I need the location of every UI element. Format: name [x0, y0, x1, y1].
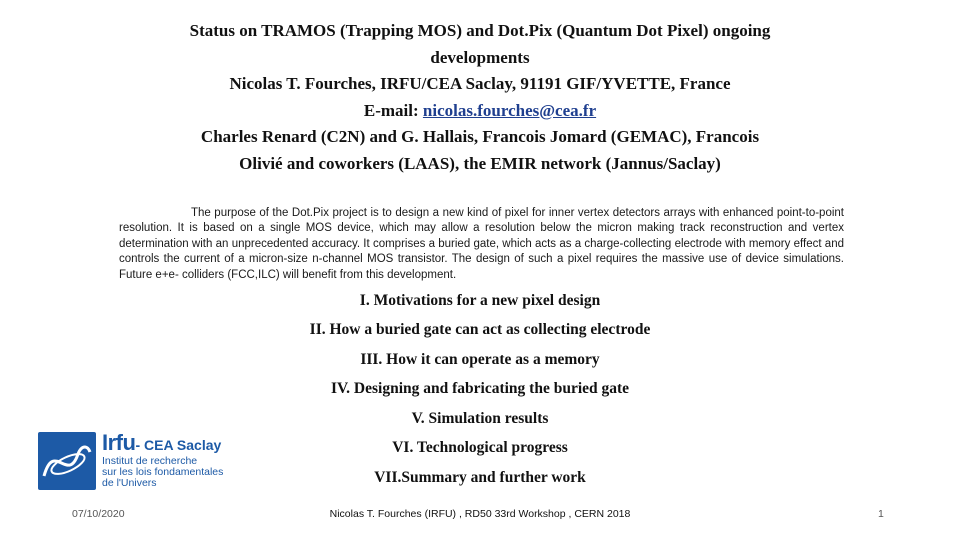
title-line-1: Status on TRAMOS (Trapping MOS) and Dot.Pix (Quantum Dot Pixel) ongoing: [189, 21, 771, 40]
title-line-2: developments: [430, 47, 530, 67]
abstract-text: The purpose of the Dot.Pix project is to design a new kind of pixel for inner vertex detectors arrays with enhanced point-to-point resolution. It is based on a single MOS device, which may allow a resolution below the micron making track reconstruction and vertex determination with an unprecedented accuracy. It comprises a buried gate, which acts as a charge-collecting electrode with memory effect and controls the current of a micron-size n-channel MOS transistor. The design of such a pixel requires the massive use of device simulations. Future e+e- colliders (FCC,ILC) will benefit from this development.: [119, 207, 844, 281]
logo-tagline: [102, 456, 223, 489]
outline-item: IV. Designing and fabricating the buried gate: [330, 380, 630, 397]
outline-item: III. How it can operate as a memory: [360, 351, 600, 368]
email-label: E-mail:: [363, 100, 423, 120]
outline-item: II. How a buried gate can act as collecting electrode: [309, 321, 651, 338]
author-line: Nicolas T. Fourches, IRFU/CEA Saclay, 91191 GIF/YVETTE, France: [229, 74, 731, 93]
logo-tagline-line: sur les lois fondamentales: [102, 466, 224, 478]
slide-title: [110, 18, 850, 177]
outline-item: VI. Technological progress: [392, 439, 568, 456]
logo-name: Irfu: [102, 430, 136, 455]
abstract-paragraph: [119, 206, 844, 283]
irfu-logo-mark-icon: [38, 432, 96, 490]
footer-date: 07/10/2020: [72, 508, 125, 520]
outline-item: I. Motivations for a new pixel design: [359, 292, 601, 309]
email-line: [110, 98, 850, 125]
coauthors-line-1: Charles Renard (C2N) and G. Hallais, Francois Jomard (GEMAC), Francois: [200, 127, 760, 146]
irfu-logo: [38, 432, 228, 492]
logo-tagline-line: Institut de recherche: [102, 455, 198, 467]
page-number: 1: [878, 508, 884, 520]
logo-brand: [102, 432, 221, 456]
outline-item: VII.Summary and further work: [374, 469, 586, 486]
footer-citation: Nicolas T. Fourches (IRFU) , RD50 33rd Workshop , CERN 2018: [329, 508, 631, 520]
coauthors-line-2: Olivié and coworkers (LAAS), the EMIR network (Jannus/Saclay): [239, 153, 721, 173]
logo-tagline-line: de l'Univers: [102, 477, 157, 489]
logo-suffix: - CEA Saclay: [135, 437, 222, 453]
email-link[interactable]: nicolas.fourches@cea.fr: [422, 100, 597, 120]
outline-item: V. Simulation results: [411, 410, 549, 427]
